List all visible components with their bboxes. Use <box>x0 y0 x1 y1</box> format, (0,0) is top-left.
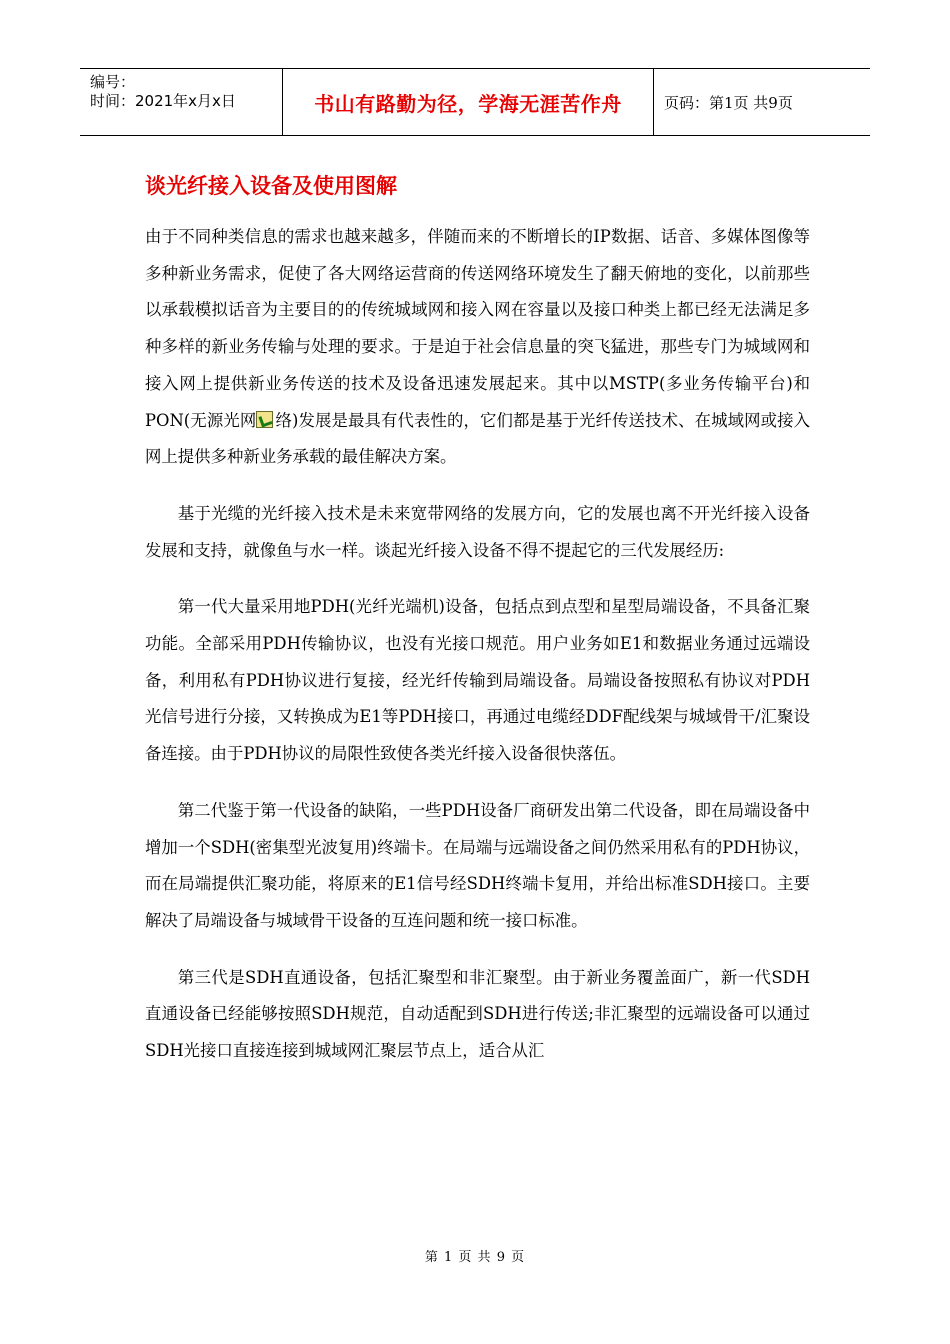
header-motto: 书山有路勤为径，学海无涯苦作舟 <box>282 69 654 135</box>
document-body <box>145 219 810 1090</box>
header-date: 时间：2021年x月x日 <box>90 92 236 110</box>
header-number: 编号： <box>90 73 136 91</box>
header-page-info: 页码：第1页 共9页 <box>664 93 793 112</box>
header-meta <box>80 69 282 135</box>
paragraph-second-gen: 第二代鉴于第一代设备的缺陷，一些PDH设备厂商研发出第二代设备，即在局端设备中增加一个SDH(密集型光波复用)终端卡。在局端与远端设备之间仍然采用私有的PDH协议，而在局端提供汇聚功能，将原来的E1信号经SDH终端卡复用，并给出标准SDH接口。主要解决了局端设备与城域骨干设备的互连问题和统一接口标准。 <box>145 800 810 930</box>
paragraph-intro <box>145 219 810 476</box>
page-footer: 第 1 页 共 9 页 <box>424 1250 526 1265</box>
paragraph-third-gen: 第三代是SDH直通设备，包括汇聚型和非汇聚型。由于新业务覆盖面广，新一代SDH直通设备已经能够按照SDH规范，自动适配到SDH进行传送;非汇聚型的远端设备可以通过SDH光接口直接连接到城域网汇聚层节点上，适合从汇 <box>145 967 810 1061</box>
document-title: 谈光纤接入设备及使用图解 <box>145 174 397 198</box>
paragraph-intro-part2: 络)发展是最具有代表性的，它们都是基于光纤传送技术、在城域网或接入网上提供多种新业务承载的最佳解决方案。 <box>145 410 810 467</box>
paragraph-fiber-access: 基于光缆的光纤接入技术是未来宽带网络的发展方向，它的发展也离不开光纤接入设备发展和支持，就像鱼与水一样。谈起光纤接入设备不得不提起它的三代发展经历: <box>145 503 810 560</box>
page-header <box>80 68 870 136</box>
document-link-icon[interactable] <box>256 411 273 428</box>
paragraph-intro-part1: 由于不同种类信息的需求也越来越多，伴随而来的不断增长的IP数据、话音、多媒体图像等多种新业务需求，促使了各大网络运营商的传送网络环境发生了翻天俯地的变化，以前那些以承载模拟话音为主要目的的传统城域网和接入网在容量以及接口种类上都已经无法满足多种多样的新业务传输与处理的要求。于是迫于社会信息量的突飞猛进，那些专门为城域网和接入网上提供新业务传送的技术及设备迅速发展起来。其中以MSTP(多业务传输平台)和PON(无源光网 <box>145 227 810 430</box>
paragraph-first-gen: 第一代大量采用地PDH(光纤光端机)设备，包括点到点型和星型局端设备，不具备汇聚功能。全部采用PDH传输协议，也没有光接口规范。用户业务如E1和数据业务通过远端设备，利用私有PDH协议进行复接，经光纤传输到局端设备。局端设备按照私有协议对PDH光信号进行分接，又转换成为E1等PDH接口，再通过电缆经DDF配线架与城域骨干/汇聚设备连接。由于PDH协议的局限性致使各类光纤接入设备很快落伍。 <box>145 597 810 764</box>
